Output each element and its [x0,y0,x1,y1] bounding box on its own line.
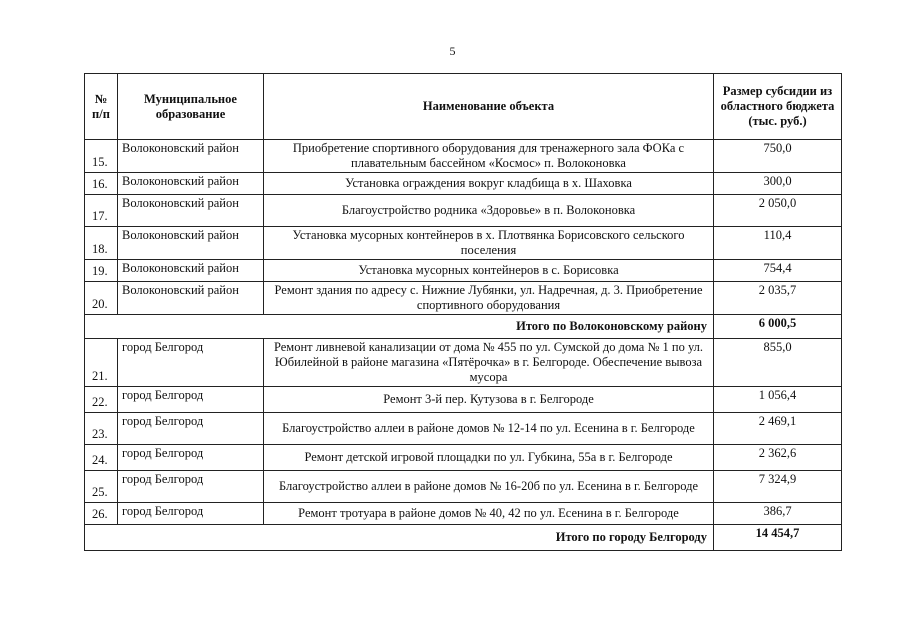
object-cell: Установка мусорных контейнеров в с. Борисовка [264,260,714,282]
total-label: Итого по Волоконовскому району [85,315,714,339]
row-number: 20. [85,282,118,315]
row-number: 15. [85,140,118,173]
amount-cell: 2 469,1 [714,413,842,445]
object-cell: Ремонт тротуара в районе домов № 40, 42 по ул. Есенина в г. Белгороде [264,503,714,525]
object-cell: Ремонт детской игровой площадки по ул. Губкина, 55а в г. Белгороде [264,445,714,471]
table-row [85,173,842,195]
municipality-cell: город Белгород [118,339,264,387]
object-cell: Благоустройство родника «Здоровье» в п. Волоконовка [264,195,714,227]
row-number: 26. [85,503,118,525]
row-number: 23. [85,413,118,445]
municipality-cell: Волоконовский район [118,282,264,315]
amount-cell: 7 324,9 [714,471,842,503]
amount-cell: 110,4 [714,227,842,260]
table-row [85,282,842,315]
amount-cell: 1 056,4 [714,387,842,413]
object-cell: Приобретение спортивного оборудования для тренажерного зала ФОКа с плавательным бассейном «Космос» п. Волоконовка [264,140,714,173]
table-row [85,503,842,525]
row-number: 17. [85,195,118,227]
table-row [85,339,842,387]
amount-cell: 386,7 [714,503,842,525]
municipality-cell: город Белгород [118,387,264,413]
object-cell: Ремонт ливневой канализации от дома № 455 по ул. Сумской до дома № 1 по ул. Юбилейной в районе магазина «Пятёрочка» в г. Белгороде. Обеспечение вывоза мусора [264,339,714,387]
amount-cell: 2 050,0 [714,195,842,227]
table-header-row [85,74,842,140]
total-row [85,315,842,339]
amount-cell: 754,4 [714,260,842,282]
amount-cell: 300,0 [714,173,842,195]
table-row [85,413,842,445]
header-amount: Размер субсидии из областного бюджета (тыс. руб.) [714,74,842,140]
total-row [85,525,842,551]
table-row [85,260,842,282]
table-row [85,140,842,173]
header-object: Наименование объекта [264,74,714,140]
municipality-cell: Волоконовский район [118,227,264,260]
total-amount: 14 454,7 [714,525,842,551]
municipality-cell: Волоконовский район [118,260,264,282]
object-cell: Благоустройство аллеи в районе домов № 16-20б по ул. Есенина в г. Белгороде [264,471,714,503]
total-label: Итого по городу Белгороду [85,525,714,551]
object-cell: Установка ограждения вокруг кладбища в х. Шаховка [264,173,714,195]
municipality-cell: Волоконовский район [118,140,264,173]
table-row [85,195,842,227]
table-row [85,471,842,503]
table-row [85,387,842,413]
amount-cell: 2 362,6 [714,445,842,471]
amount-cell: 855,0 [714,339,842,387]
header-num: № п/п [85,74,118,140]
table-row [85,227,842,260]
row-number: 16. [85,173,118,195]
amount-cell: 2 035,7 [714,282,842,315]
municipality-cell: Волоконовский район [118,173,264,195]
row-number: 24. [85,445,118,471]
header-municipality: Муниципальное образование [118,74,264,140]
table-body [85,140,842,551]
object-cell: Ремонт здания по адресу с. Нижние Лубянки, ул. Надречная, д. 3. Приобретение спортивного оборудования [264,282,714,315]
municipality-cell: Волоконовский район [118,195,264,227]
object-cell: Благоустройство аллеи в районе домов № 12-14 по ул. Есенина в г. Белгороде [264,413,714,445]
row-number: 18. [85,227,118,260]
row-number: 21. [85,339,118,387]
municipality-cell: город Белгород [118,413,264,445]
object-cell: Установка мусорных контейнеров в х. Плотвянка Борисовского сельского поселения [264,227,714,260]
municipality-cell: город Белгород [118,471,264,503]
municipality-cell: город Белгород [118,503,264,525]
table-row [85,445,842,471]
amount-cell: 750,0 [714,140,842,173]
row-number: 25. [85,471,118,503]
municipality-cell: город Белгород [118,445,264,471]
total-amount: 6 000,5 [714,315,842,339]
subsidy-table [84,73,842,551]
row-number: 19. [85,260,118,282]
object-cell: Ремонт 3-й пер. Кутузова в г. Белгороде [264,387,714,413]
page-number: 5 [449,44,456,58]
row-number: 22. [85,387,118,413]
